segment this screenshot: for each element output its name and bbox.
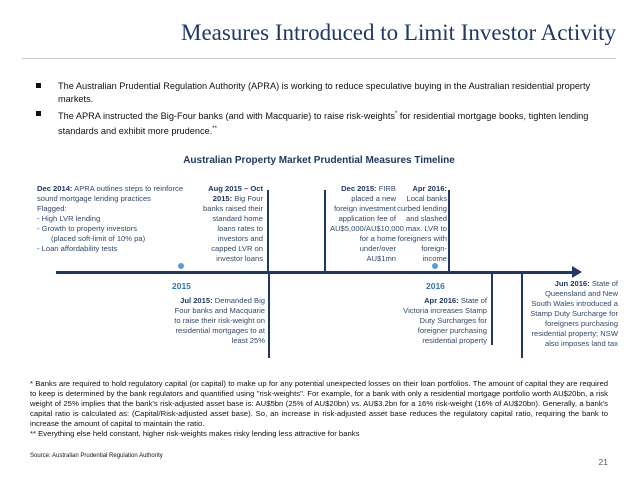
footnote-marker: ** — [212, 126, 217, 133]
event-text: State of Victoria increases Stamp Duty Surcharges for foreigner purchasing residential property — [403, 296, 487, 345]
timeline-title: Australian Property Market Prudential Measures Timeline — [183, 155, 455, 166]
event-text: Demanded Big Four banks and Macquarie to raise their risk-weight on residential mortgages to at least 25% — [174, 296, 265, 345]
connector-jun2016 — [521, 273, 523, 358]
square-bullet-icon — [36, 83, 41, 88]
event-list-item: - High LVR lending — [37, 214, 101, 223]
event-date: Apr 2016: — [412, 184, 447, 193]
event-apr2016b — [403, 296, 487, 346]
event-dec2014 — [37, 184, 192, 254]
event-flagged-label: Flagged: — [37, 204, 67, 213]
event-text: Big Four banks raised their standard home loans rates to investors and capped LVR on investor loans — [203, 194, 263, 263]
bullet-text: The Australian Prudential Regulation Authority (APRA) is working to reduce speculative buying in the Australian residential property markets. — [58, 81, 591, 104]
event-list-item: - Loan affordability tests — [37, 244, 118, 253]
event-date: Jul 2015: — [180, 296, 213, 305]
event-dec2015 — [330, 184, 404, 264]
bullet-item — [36, 80, 608, 106]
event-jun2016 — [524, 279, 618, 349]
title-divider — [22, 58, 616, 59]
event-list-item: - Growth to property investors — [37, 224, 138, 233]
timeline-axis — [56, 271, 572, 274]
footnote-risk-weights: * Banks are required to hold regulatory capital (or capital) to make up for any potential unexpected losses on their loan portfolios. The amount of capital they are required to keep is determined by the bank regulators and quantified using "risk-weights". For example, for a bank with only a residential mortgage portfolio worth AU$20bn, a risk weight of 25% implies that the bank's risk-adjusted asset base is: AU$5bn (25% of AU$20bn) vs. AU$3.2bn for a 16% risk-weight (16% of AU$20bn). Generally, a bank's capital ratio is calculated as: (Capital/Risk-adjusted asset base). So, an increase in risk-adjusted asset base reduces the regulatory capital ratio, requiring the bank to increase the amount of capital to maintain the ratio. — [30, 379, 608, 428]
event-date: Dec 2014: — [37, 184, 73, 193]
page-number: 21 — [598, 457, 608, 467]
year-dot-2015 — [178, 263, 184, 269]
square-bullet-icon — [36, 111, 41, 116]
event-text: APRA outlines steps to reinforce sound mortgage lending practices — [37, 184, 184, 203]
event-text: FIRB placed a new foreign investment application fee of AU$5,000/AU$10,000 for a home under/over AU$1mn — [330, 184, 404, 263]
footnote-marker: * — [395, 111, 398, 117]
footnotes — [30, 379, 608, 439]
connector-apr2016b — [491, 273, 493, 345]
event-list-item: (placed soft-limit of 10% pa) — [51, 234, 146, 243]
event-date: Dec 2015: — [341, 184, 377, 193]
event-date: Apr 2016: — [424, 296, 459, 305]
event-aug2015 — [193, 184, 263, 264]
bullet-text-cont: for residential mortgage books, tighten lending standards and exhibit more prudence. — [58, 111, 589, 137]
bullet-list — [36, 80, 608, 140]
year-label-2016: 2016 — [426, 281, 445, 291]
timeline-arrow-icon — [572, 266, 582, 278]
slide-title: Measures Introduced to Limit Investor Activity — [181, 20, 616, 45]
source-note: Source: Australian Prudential Regulation Authority — [30, 453, 163, 459]
event-apr2016a — [397, 184, 447, 264]
event-text: State of Queensland and New South Wales introduced a Stamp Duty Surcharge for foreigners purchasing residential property; NSW also imposes land tax — [530, 279, 618, 348]
event-date: Jun 2016: — [554, 279, 590, 288]
connector-apr2016a — [448, 190, 450, 272]
connector-jul2015 — [268, 273, 270, 358]
event-jul2015 — [170, 296, 265, 346]
year-label-2015: 2015 — [172, 281, 191, 291]
event-text: Local banks curbed lending and slashed max. LVR to foreigners with foreign-income — [397, 194, 447, 263]
connector-aug2015 — [267, 190, 269, 272]
bullet-item — [36, 108, 608, 138]
connector-dec2015 — [324, 190, 326, 272]
event-date: Aug 2015 – Oct 2015: — [208, 184, 263, 203]
bullet-text: The APRA instructed the Big-Four banks (and with Macquarie) to raise risk-weights — [58, 111, 396, 122]
footnote-lending: ** Everything else held constant, higher risk-weights makes risky lending less attractive for banks — [30, 429, 360, 438]
